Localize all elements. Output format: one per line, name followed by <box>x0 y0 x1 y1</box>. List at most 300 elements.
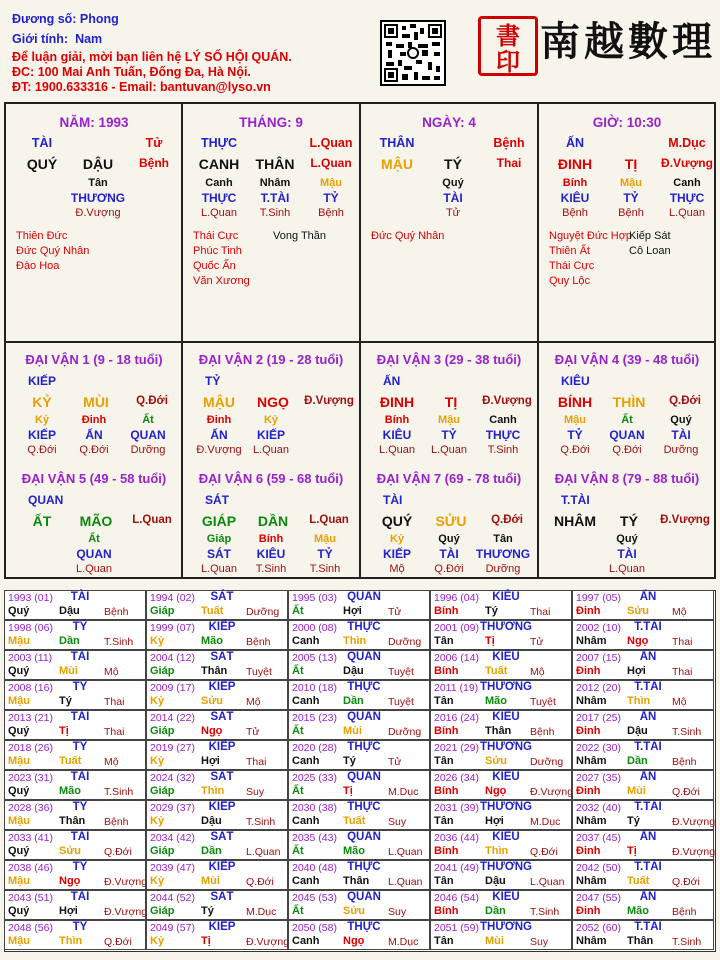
annual-stem: Canh <box>292 875 320 887</box>
annual-year: 2052 (60) <box>576 922 621 934</box>
hidden-stem: Mậu <box>320 177 342 189</box>
dv-hidden-god: TỶ <box>567 428 583 442</box>
annual-year: 2028 (36) <box>8 802 53 814</box>
annual-branch: Tị <box>343 785 353 797</box>
annual-year: 2031 (39) <box>434 802 479 814</box>
dai-van-phase: Q.Đới <box>491 514 523 526</box>
annual-year: 2002 (10) <box>576 622 621 634</box>
annual-god: TÀI <box>70 831 90 843</box>
annual-phase: M.Dục <box>530 816 561 828</box>
annual-stem: Mậu <box>8 755 30 767</box>
hidden-stem: Quý <box>442 177 464 189</box>
annual-god: KIÊU <box>492 711 520 723</box>
annual-branch: Thân <box>627 935 654 947</box>
annual-stem: Nhâm <box>576 875 607 887</box>
annual-god: QUAN <box>347 651 381 663</box>
annual-god: THƯƠNG <box>480 801 532 813</box>
annual-god: T.TÀI <box>634 861 662 873</box>
annual-phase: Q.Đới <box>104 846 132 858</box>
dai-van-god: SÁT <box>205 493 229 507</box>
dai-van-god: KIÊU <box>561 374 590 388</box>
annual-stem: Canh <box>292 755 320 767</box>
owner-name: Đương số: Phong <box>12 12 119 26</box>
annual-phase: Dưỡng <box>388 726 422 738</box>
annual-phase: Dưỡng <box>388 636 422 648</box>
annual-phase: Thai <box>672 666 693 678</box>
annual-god: ẤN <box>639 891 657 903</box>
annual-stem: Đinh <box>576 785 601 797</box>
annual-year: 2006 (14) <box>434 652 479 664</box>
annual-god: QUAN <box>347 771 381 783</box>
annual-year: 2033 (41) <box>8 832 53 844</box>
dv-hidden-phase: Q.Đới <box>27 444 57 456</box>
dv-hidden-stem: Ất <box>621 414 633 426</box>
annual-stem: Kỷ <box>150 815 165 827</box>
hidden-stem: Tân <box>88 177 108 189</box>
annual-branch: Ngọ <box>627 635 649 647</box>
annual-branch: Dậu <box>343 665 364 677</box>
annual-year: 2039 (47) <box>150 862 195 874</box>
annual-god: THƯƠNG <box>480 681 532 693</box>
annual-phase: Q.Đới <box>246 876 274 888</box>
annual-stem: Đinh <box>576 725 601 737</box>
annual-god: SÁT <box>210 711 234 723</box>
annual-god: T.TÀI <box>634 921 662 933</box>
annual-phase: Dưỡng <box>246 606 280 618</box>
annual-branch: Mão <box>343 845 365 857</box>
dv-hidden-phase: Q.Đới <box>434 563 464 575</box>
annual-branch: Sửu <box>485 755 508 767</box>
annual-phase: Tuyệt <box>530 696 556 708</box>
annual-year: 2030 (38) <box>292 802 337 814</box>
pillar-stem-branch: Đ.Vượng <box>661 156 713 170</box>
annual-phase: L.Quan <box>246 846 281 858</box>
annual-branch: Tuất <box>201 605 224 617</box>
annual-year: 1999 (07) <box>150 622 195 634</box>
dv-hidden-stem: Kỷ <box>34 414 50 426</box>
pillar-stem-branch: DẬU <box>82 156 114 172</box>
annual-god: QUAN <box>347 711 381 723</box>
annual-god: T.TÀI <box>634 741 662 753</box>
annual-phase: M.Dục <box>388 786 419 798</box>
pillar-stem-branch: Bệnh <box>139 156 169 170</box>
dai-van-branch: NGỌ <box>257 394 289 410</box>
annual-phase: Bệnh <box>104 816 129 828</box>
annual-stem: Bính <box>434 785 459 797</box>
dv-hidden-god: THƯƠNG <box>475 547 531 561</box>
annual-phase: Bệnh <box>530 726 555 738</box>
dai-van-phase: Đ.Vượng <box>482 395 532 407</box>
annual-god: SÁT <box>210 591 234 603</box>
annual-god: TÀI <box>70 891 90 903</box>
annual-stem: Giáp <box>150 905 175 917</box>
dai-van-title: ĐẠI VẬN 1 (9 - 18 tuổi) <box>25 352 163 367</box>
annual-god: THỰC <box>347 681 381 693</box>
dv-hidden-god: TÀI <box>617 547 637 561</box>
annual-branch: Mão <box>201 635 223 647</box>
address-line: ĐC: 100 Mai Anh Tuấn, Đống Đa, Hà Nội. <box>12 65 251 79</box>
annual-phase: Bệnh <box>672 756 697 768</box>
pillar-god: Bệnh <box>493 136 525 150</box>
dv-hidden-god: TỶ <box>317 547 333 561</box>
pillar-god: ẤN <box>565 136 585 150</box>
annual-phase: Tử <box>388 756 402 768</box>
annual-phase: Thai <box>530 606 551 618</box>
annual-stem: Canh <box>292 935 320 947</box>
hidden-god: THỰC <box>201 191 237 205</box>
annual-stem: Nhâm <box>576 815 607 827</box>
dai-van-title: ĐẠI VẬN 5 (49 - 58 tuổi) <box>21 471 167 486</box>
annual-year: 2049 (57) <box>150 922 195 934</box>
annual-stem: Tân <box>434 875 454 887</box>
annual-phase: Đ.Vượng <box>672 816 716 828</box>
annual-year: 2026 (34) <box>434 772 479 784</box>
hidden-stem: Canh <box>673 177 701 189</box>
annual-branch: Thân <box>343 875 370 887</box>
annual-year: 2017 (25) <box>576 712 621 724</box>
dv-hidden-god: QUAN <box>130 428 166 442</box>
annual-phase: Q.Đới <box>672 876 700 888</box>
annual-god: TÀI <box>70 711 90 723</box>
star-item: Đức Quý Nhân <box>371 230 445 242</box>
annual-branch: Dần <box>343 695 364 707</box>
dai-van-phase: Đ.Vượng <box>660 514 710 526</box>
annual-branch: Sửu <box>343 905 366 917</box>
pillar-title: NĂM: 1993 <box>59 115 129 130</box>
hidden-god: TỶ <box>323 191 339 205</box>
hidden-god: T.TÀI <box>260 191 290 205</box>
logo-title: 南越數理 <box>540 18 716 65</box>
annual-branch: Tị <box>201 935 211 947</box>
annual-phase: L.Quan <box>388 846 423 858</box>
dv-hidden-phase: Q.Đới <box>612 444 642 456</box>
annual-year: 2018 (26) <box>8 742 53 754</box>
annual-god: THỰC <box>347 741 381 753</box>
dv-hidden-stem: Ất <box>142 414 154 426</box>
dv-hidden-god: TỶ <box>441 428 457 442</box>
annual-phase: Suy <box>388 906 407 918</box>
hidden-stem: Nhâm <box>259 177 291 189</box>
annual-god: KIÊU <box>492 591 520 603</box>
annual-god: TỶ <box>72 681 88 693</box>
annual-phase: T.Sinh <box>672 936 702 948</box>
annual-stem: Nhâm <box>576 635 607 647</box>
dv-hidden-phase: Mộ <box>389 563 405 575</box>
annual-stem: Đinh <box>576 905 601 917</box>
hidden-phase: Bệnh <box>618 207 644 219</box>
annual-god: QUAN <box>347 891 381 903</box>
annual-branch: Mùi <box>201 875 220 887</box>
annual-stem: Bính <box>434 605 459 617</box>
annual-phase: Mộ <box>104 666 119 678</box>
annual-branch: Thân <box>201 665 228 677</box>
hidden-god: THƯƠNG <box>70 191 126 205</box>
dv-hidden-phase: T.Sinh <box>255 563 287 575</box>
dai-van-stem: ĐINH <box>379 394 415 410</box>
annual-phase: Bệnh <box>104 606 129 618</box>
annual-god: KIẾP <box>208 741 236 753</box>
annual-god: KIẾP <box>208 921 236 933</box>
dv-hidden-stem: Tân <box>493 533 513 545</box>
dv-hidden-phase: Dưỡng <box>663 444 699 456</box>
annual-phase: M.Dục <box>246 906 277 918</box>
contact-line: Để luận giải, mời bạn liên hệ LÝ SỐ HỘI QUÁN. <box>12 50 292 64</box>
annual-branch: Tị <box>627 845 637 857</box>
annual-phase: Mộ <box>672 606 687 618</box>
dv-hidden-stem: Đinh <box>81 414 107 426</box>
annual-branch: Dậu <box>201 815 222 827</box>
dv-hidden-god: SÁT <box>207 547 231 561</box>
dv-hidden-stem: Quý <box>438 533 460 545</box>
annual-year: 2009 (17) <box>150 682 195 694</box>
annual-branch: Tuất <box>485 665 508 677</box>
dv-hidden-phase: L.Quan <box>200 563 238 575</box>
dai-van-title: ĐẠI VẬN 7 (69 - 78 tuổi) <box>376 471 522 486</box>
annual-branch: Sửu <box>201 695 224 707</box>
annual-stem: Giáp <box>150 785 175 797</box>
annual-stem: Giáp <box>150 605 175 617</box>
dai-van-title: ĐẠI VẬN 6 (59 - 68 tuổi) <box>198 471 344 486</box>
annual-year: 2046 (54) <box>434 892 479 904</box>
annual-god: TỶ <box>72 921 88 933</box>
hidden-phase: L.Quan <box>668 207 706 219</box>
annual-god: T.TÀI <box>634 801 662 813</box>
annual-god: QUAN <box>347 831 381 843</box>
star-item: Văn Xương <box>193 275 250 287</box>
dv-hidden-god: THỰC <box>485 428 521 442</box>
pillar-stem-branch: MẬU <box>381 156 413 172</box>
annual-stem: Bính <box>434 845 459 857</box>
dai-van-branch: DẦN <box>257 513 289 529</box>
annual-phase: T.Sinh <box>104 636 134 648</box>
annual-god: TỶ <box>72 801 88 813</box>
dv-hidden-stem: Canh <box>489 414 517 426</box>
annual-phase: Đ.Vượng <box>104 906 148 918</box>
dai-van-god: QUAN <box>28 493 64 507</box>
dv-hidden-stem: Kỷ <box>263 414 279 426</box>
annual-phase: Tuyệt <box>246 666 272 678</box>
annual-phase: Thai <box>104 726 125 738</box>
star-item: Cô Loan <box>629 245 671 257</box>
annual-god: TÀI <box>70 651 90 663</box>
annual-branch: Tuất <box>627 875 650 887</box>
annual-god: THƯƠNG <box>480 621 532 633</box>
annual-branch: Ngọ <box>343 935 365 947</box>
annual-branch: Dần <box>201 845 222 857</box>
annual-year: 2023 (31) <box>8 772 53 784</box>
pillar-stem-branch: TỊ <box>624 156 638 172</box>
annual-year: 2035 (43) <box>292 832 337 844</box>
annual-god: THỰC <box>347 801 381 813</box>
annual-branch: Thìn <box>343 635 367 647</box>
annual-phase: Suy <box>388 816 407 828</box>
annual-phase: Tuyệt <box>388 696 414 708</box>
annual-god: KIẾP <box>208 681 236 693</box>
annual-phase: T.Sinh <box>530 906 560 918</box>
annual-branch: Mùi <box>343 725 362 737</box>
annual-stem: Giáp <box>150 845 175 857</box>
annual-year: 2044 (52) <box>150 892 195 904</box>
pillar-stem-branch: QUÝ <box>26 156 58 172</box>
dv-hidden-stem: Mậu <box>564 414 586 426</box>
annual-year: 2029 (37) <box>150 802 195 814</box>
annual-phase: Mộ <box>530 666 545 678</box>
dai-van-branch: THÌN <box>612 394 646 410</box>
annual-stem: Mậu <box>8 935 30 947</box>
dv-hidden-stem: Đinh <box>206 414 232 426</box>
annual-branch: Mão <box>485 695 507 707</box>
dai-van-branch: TỊ <box>444 394 458 410</box>
annual-god: ẤN <box>639 771 657 783</box>
pillar-title: NGÀY: 4 <box>422 115 476 130</box>
annual-year: 2004 (12) <box>150 652 195 664</box>
annual-stem: Quý <box>8 725 30 737</box>
annual-god: T.TÀI <box>634 681 662 693</box>
annual-branch: Tị <box>485 635 495 647</box>
dv-hidden-phase: L.Quan <box>430 444 468 456</box>
dai-van-god: TỶ <box>205 374 221 388</box>
annual-year: 2050 (58) <box>292 922 337 934</box>
annual-god: KIÊU <box>492 831 520 843</box>
dv-hidden-god: KIÊU <box>256 547 286 561</box>
annual-phase: Đ.Vượng <box>246 936 290 948</box>
dai-van-god: TÀI <box>383 493 403 507</box>
star-item: Đào Hoa <box>16 260 60 272</box>
hidden-god: TÀI <box>443 191 463 205</box>
dv-hidden-god: KIẾP <box>382 547 411 561</box>
annual-branch: Thân <box>485 725 512 737</box>
dai-van-god: T.TÀI <box>561 493 590 507</box>
annual-stem: Tân <box>434 935 454 947</box>
dv-hidden-stem: Mậu <box>438 414 460 426</box>
annual-stem: Mậu <box>8 635 30 647</box>
annual-god: THƯƠNG <box>480 741 532 753</box>
pillar-stem-branch: ĐINH <box>557 156 593 172</box>
hidden-stem: Bính <box>562 177 588 189</box>
annual-stem: Tân <box>434 755 454 767</box>
annual-branch: Mùi <box>59 665 78 677</box>
dai-van-phase: L.Quan <box>132 514 172 526</box>
annual-god: SÁT <box>210 891 234 903</box>
annual-stem: Kỷ <box>150 935 165 947</box>
annual-branch: Dậu <box>627 725 648 737</box>
annual-branch: Hợi <box>59 905 78 917</box>
annual-branch: Hợi <box>343 605 362 617</box>
annual-branch: Mùi <box>485 935 504 947</box>
annual-branch: Hợi <box>627 665 646 677</box>
annual-stem: Ất <box>292 785 304 797</box>
annual-god: SÁT <box>210 771 234 783</box>
annual-stem: Kỷ <box>150 875 165 887</box>
annual-god: ẤN <box>639 711 657 723</box>
star-item: Thiên Ất <box>549 245 590 257</box>
pillar-title: THÁNG: 9 <box>239 115 303 130</box>
hidden-phase: Đ.Vượng <box>75 207 121 219</box>
dv-hidden-god: TÀI <box>439 547 459 561</box>
pillar-god: L.Quan <box>309 136 353 150</box>
annual-year: 2045 (53) <box>292 892 337 904</box>
star-item: Thái Cực <box>193 230 239 242</box>
annual-god: ẤN <box>639 831 657 843</box>
annual-year: 2022 (30) <box>576 742 621 754</box>
dai-van-branch: MÃO <box>79 513 113 529</box>
annual-year: 2037 (45) <box>576 832 621 844</box>
dv-hidden-stem: Giáp <box>206 533 232 545</box>
annual-phase: M.Dục <box>388 936 419 948</box>
annual-phase: L.Quan <box>530 876 565 888</box>
annual-god: ẤN <box>639 651 657 663</box>
annual-year: 2007 (15) <box>576 652 621 664</box>
annual-branch: Tý <box>59 695 72 707</box>
pillar-stem-branch: TÝ <box>444 156 462 172</box>
annual-branch: Thìn <box>627 695 651 707</box>
annual-year: 2040 (48) <box>292 862 337 874</box>
annual-god: THỰC <box>347 621 381 633</box>
annual-stem: Quý <box>8 605 30 617</box>
annual-stem: Bính <box>434 665 459 677</box>
annual-phase: T.Sinh <box>246 816 276 828</box>
annual-year: 2027 (35) <box>576 772 621 784</box>
dai-van-branch: SỬU <box>435 513 467 529</box>
annual-stem: Ất <box>292 665 304 677</box>
annual-phase: Tuyệt <box>388 666 414 678</box>
annual-god: KIÊU <box>492 651 520 663</box>
pillar-god: Tử <box>145 136 163 150</box>
annual-phase: Mộ <box>246 696 261 708</box>
annual-stem: Mậu <box>8 695 30 707</box>
gender: Giới tính: Nam <box>12 32 103 46</box>
dai-van-stem: MẬU <box>203 394 235 410</box>
dai-van-branch: TÝ <box>620 513 638 529</box>
dv-hidden-phase: Đ.Vượng <box>196 444 242 456</box>
annual-branch: Tị <box>59 725 69 737</box>
annual-stem: Mậu <box>8 875 30 887</box>
annual-branch: Tý <box>343 755 356 767</box>
annual-year: 2038 (46) <box>8 862 53 874</box>
annual-stem: Quý <box>8 905 30 917</box>
annual-year: 2042 (50) <box>576 862 621 874</box>
dv-hidden-god: KIẾP <box>256 428 285 442</box>
annual-year: 2025 (33) <box>292 772 337 784</box>
dv-hidden-phase: T.Sinh <box>487 444 519 456</box>
pillar-god: THÂN <box>379 136 415 150</box>
dv-hidden-god: QUAN <box>609 428 645 442</box>
pillar-god: TÀI <box>31 136 53 150</box>
annual-god: KIẾP <box>208 621 236 633</box>
annual-year: 2024 (32) <box>150 772 195 784</box>
annual-year: 1993 (01) <box>8 592 53 604</box>
annual-stem: Kỷ <box>150 755 165 767</box>
annual-year: 2000 (08) <box>292 622 337 634</box>
star-item: Vong Thần <box>273 230 327 242</box>
dai-van-stem: KỶ <box>32 394 52 410</box>
red-seal-stamp: 書 印 <box>478 16 538 76</box>
annual-phase: Đ.Vượng <box>530 786 574 798</box>
annual-god: TÀI <box>70 771 90 783</box>
annual-year: 2013 (21) <box>8 712 53 724</box>
dv-hidden-god: QUAN <box>76 547 112 561</box>
annual-year: 2010 (18) <box>292 682 337 694</box>
annual-phase: Suy <box>246 786 265 798</box>
dai-van-title: ĐẠI VẬN 4 (39 - 48 tuổi) <box>554 352 700 367</box>
annual-god: ẤN <box>639 591 657 603</box>
star-item: Quốc Ấn <box>193 260 236 272</box>
annual-phase: Đ.Vượng <box>672 846 716 858</box>
annual-branch: Thân <box>59 815 86 827</box>
dv-hidden-phase: Dưỡng <box>485 563 521 575</box>
annual-stem: Bính <box>434 725 459 737</box>
pillar-god: THỰC <box>200 136 238 150</box>
